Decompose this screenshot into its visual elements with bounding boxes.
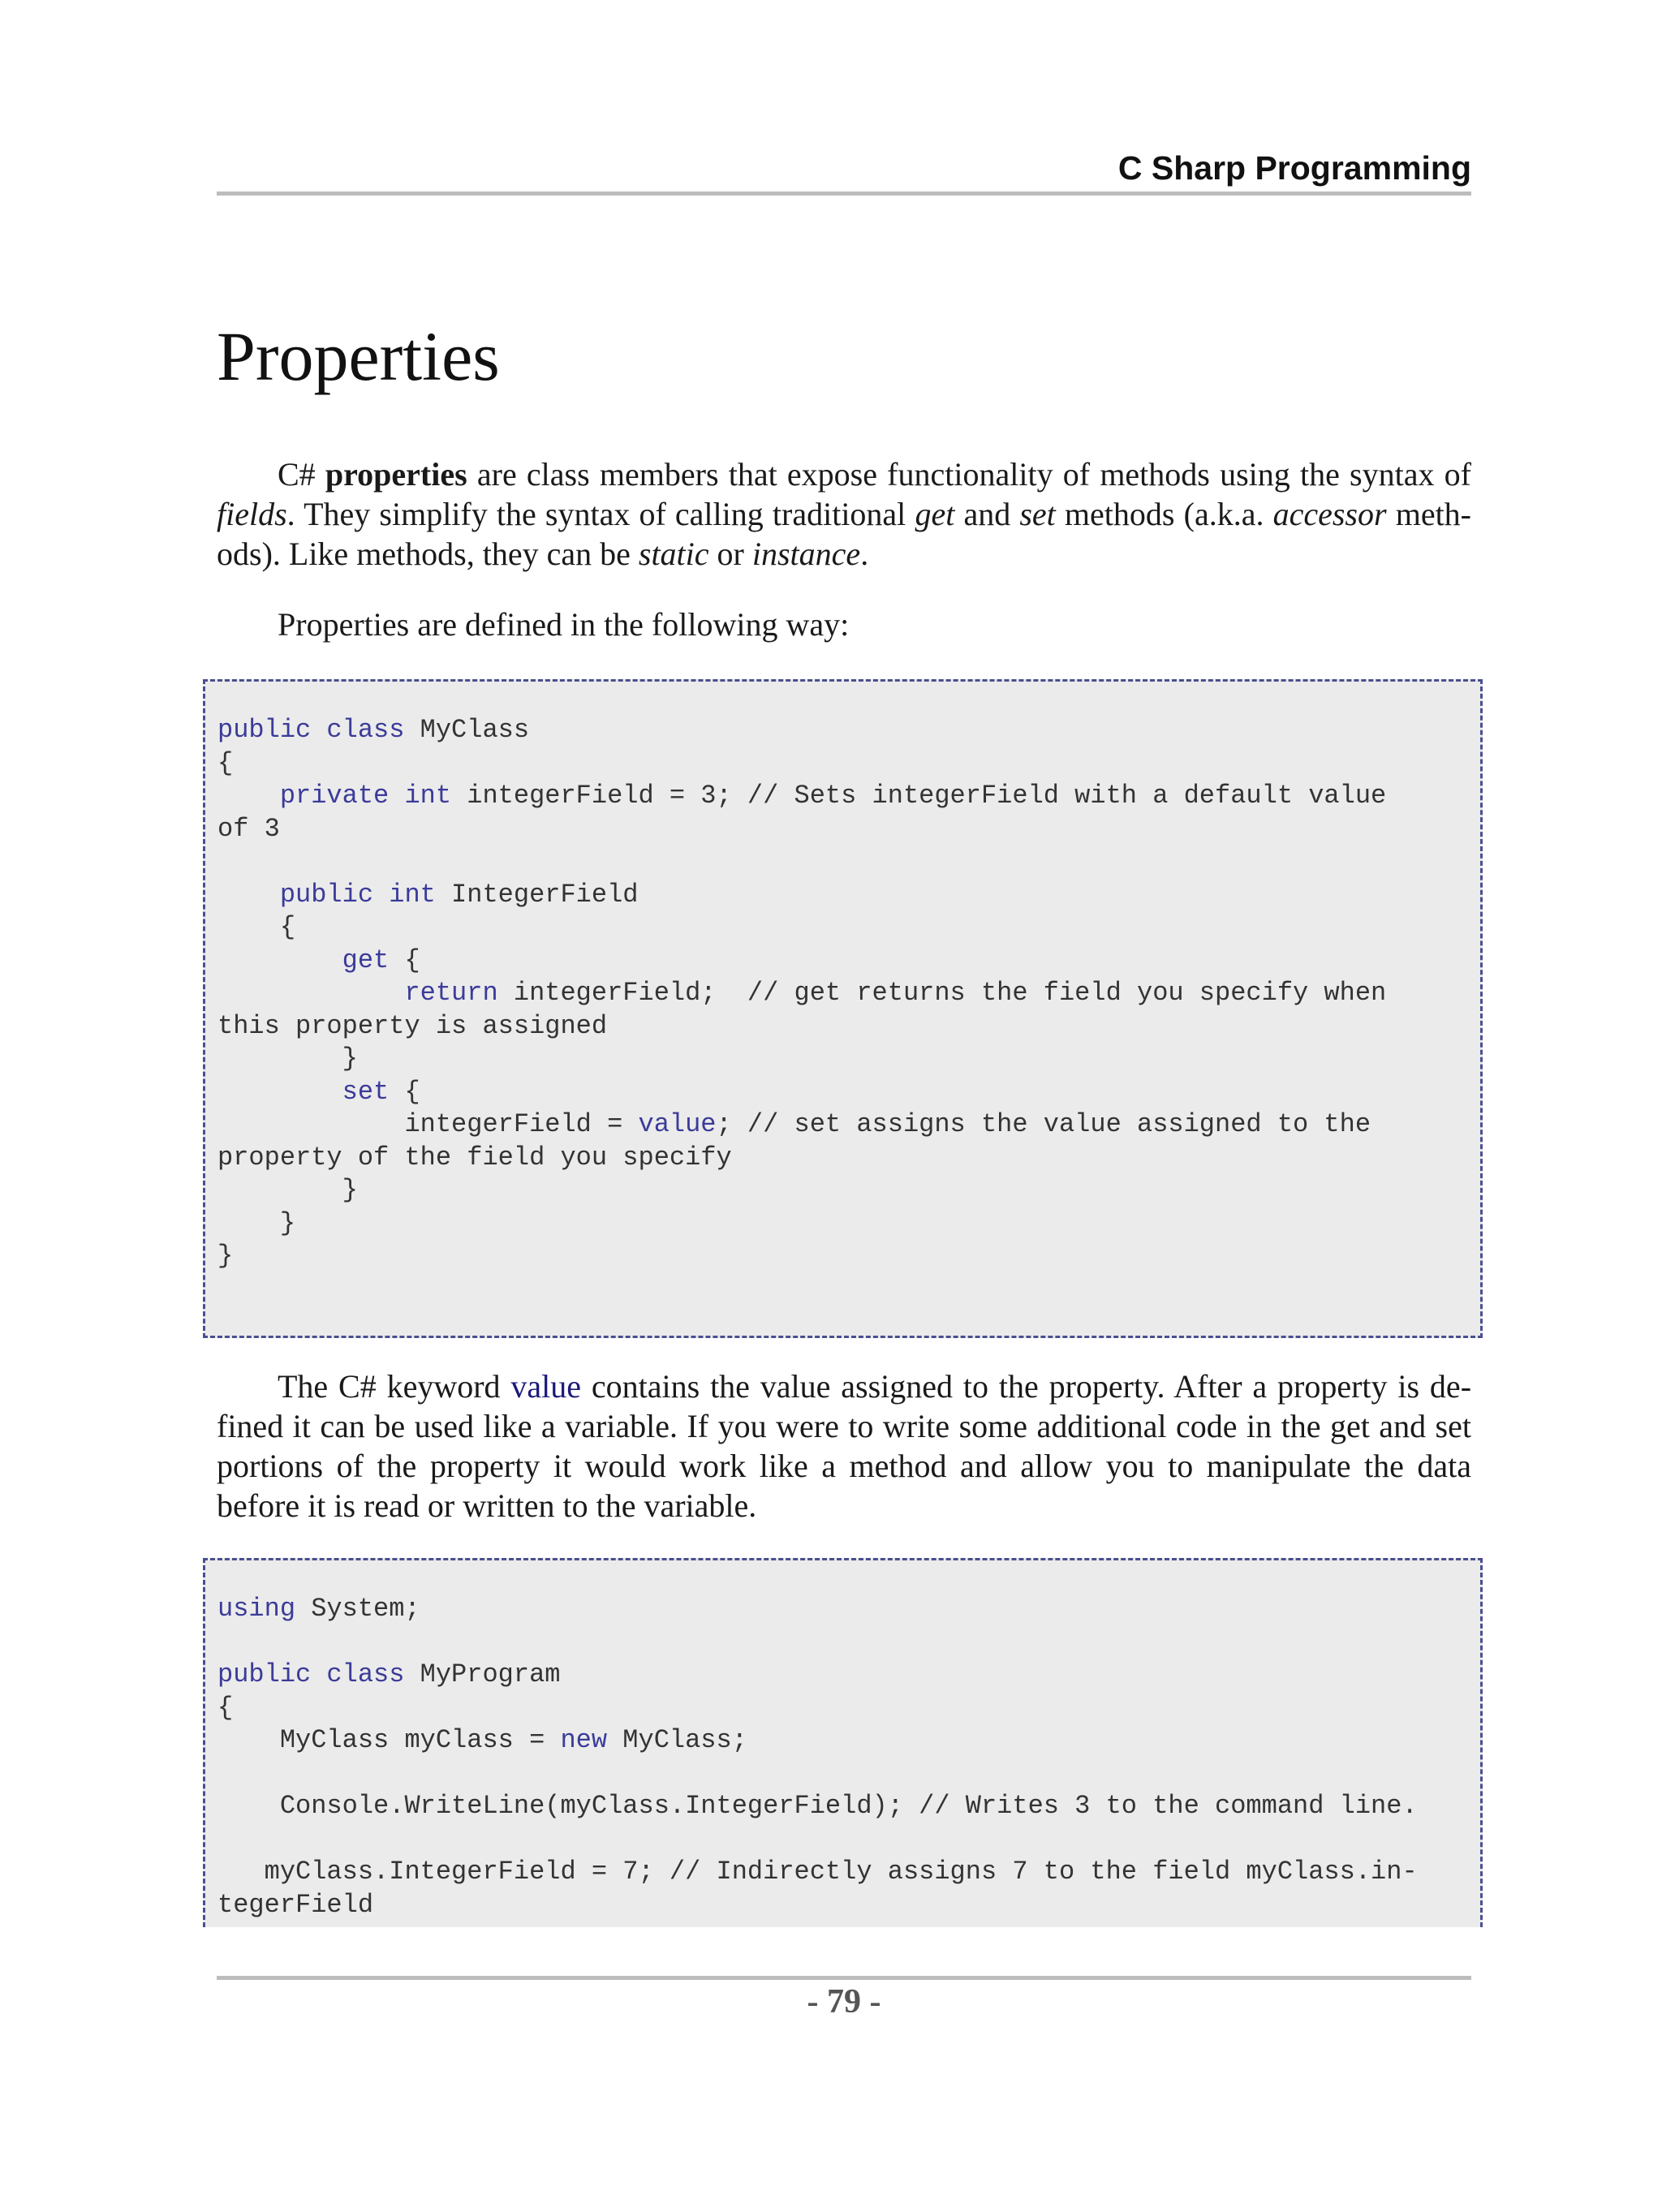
code-block-myclass: [203, 679, 1483, 1338]
text-span: and: [954, 496, 1020, 532]
code-line: Console.WriteLine(myClass.IntegerField); // Writes 3 to the command line.: [217, 1791, 1418, 1821]
text-span: meth-ods). Like methods, they can be: [217, 496, 1472, 572]
term-value: value: [510, 1368, 582, 1405]
term-properties: properties: [325, 456, 467, 493]
header-rule: [217, 192, 1471, 196]
code-line: {: [217, 747, 234, 778]
code-text: System;: [295, 1594, 420, 1624]
code-indent: [217, 781, 280, 811]
code-text: ; // set assigns the value assigned to the: [716, 1109, 1371, 1139]
code-keyword: using: [217, 1594, 296, 1624]
code-keyword: public class: [217, 1659, 405, 1689]
code-listing: [205, 1560, 1480, 1922]
code-line: }: [217, 1241, 234, 1271]
code-keyword: public int: [279, 879, 436, 910]
code-line: }: [217, 1207, 296, 1238]
code-line: tegerField: [217, 1889, 374, 1920]
term-fields: fields: [217, 496, 287, 532]
text-span: .: [860, 536, 869, 572]
code-indent: [217, 1077, 342, 1107]
code-indent: [217, 945, 342, 975]
running-head: C Sharp Programming: [1117, 149, 1471, 187]
code-line: of 3: [217, 813, 280, 844]
code-text: MyProgram: [404, 1659, 561, 1689]
text-span: methods (a.k.a.: [1055, 496, 1273, 532]
text-span: C#: [278, 456, 325, 493]
code-text: MyClass;: [607, 1725, 747, 1755]
text-span: Properties are defined in the following way:: [278, 606, 850, 643]
code-text: MyClass: [404, 715, 530, 745]
code-line: {: [217, 1692, 234, 1723]
code-line: property of the field you specify: [217, 1142, 732, 1173]
code-line: }: [217, 1044, 358, 1074]
text-span: are class members that expose functionality of methods using the syntax of: [467, 456, 1471, 493]
text-span: The C# keyword: [278, 1368, 511, 1405]
code-keyword: private int: [279, 781, 452, 811]
code-keyword: return: [404, 978, 498, 1008]
term-instance: instance: [751, 536, 861, 572]
code-keyword: get: [342, 945, 390, 975]
code-text: MyClass myClass =: [217, 1725, 561, 1755]
text-span: or: [708, 536, 752, 572]
code-keyword: public class: [217, 715, 405, 745]
page-number: - 79 -: [807, 1983, 881, 2020]
code-line: this property is assigned: [217, 1010, 608, 1041]
page-title: Properties: [217, 317, 500, 395]
code-text: integerField =: [217, 1109, 639, 1139]
term-get: get: [915, 496, 955, 532]
code-line: }: [217, 1175, 358, 1205]
value-keyword-paragraph: [217, 1366, 1471, 1526]
term-static: static: [638, 536, 709, 572]
code-text: IntegerField: [435, 879, 639, 910]
term-set: set: [1019, 496, 1056, 532]
code-text: {: [389, 1076, 420, 1107]
code-block-myprogram: [203, 1558, 1483, 1927]
code-line: {: [217, 912, 296, 942]
code-listing: [205, 682, 1480, 1273]
intro-paragraph: [217, 454, 1471, 574]
code-text: integerField; // get returns the field you specify when: [497, 978, 1387, 1008]
text-span: contains the value assigned to the property. After a property is de-fined it can be used like a variable. If you were to write some additional code in the get and set portions of the property it would work like a method and allow you to manipulate the data before it is read or written to the variable.: [217, 1368, 1472, 1524]
code-indent: [217, 880, 280, 910]
code-indent: [217, 978, 404, 1008]
code-keyword: set: [342, 1076, 390, 1107]
definition-paragraph: [217, 605, 1471, 644]
footer-rule: [217, 1976, 1471, 1980]
term-accessor: accessor: [1272, 496, 1387, 532]
code-line: myClass.IntegerField = 7; // Indirectly assigns 7 to the field myClass.in-: [217, 1857, 1418, 1887]
code-keyword: new: [560, 1725, 608, 1755]
code-text: integerField = 3; // Sets integerField with a default value: [451, 781, 1387, 811]
text-span: . They simplify the syntax of calling traditional: [286, 496, 915, 532]
code-text: {: [389, 945, 420, 975]
code-keyword: value: [638, 1109, 717, 1139]
